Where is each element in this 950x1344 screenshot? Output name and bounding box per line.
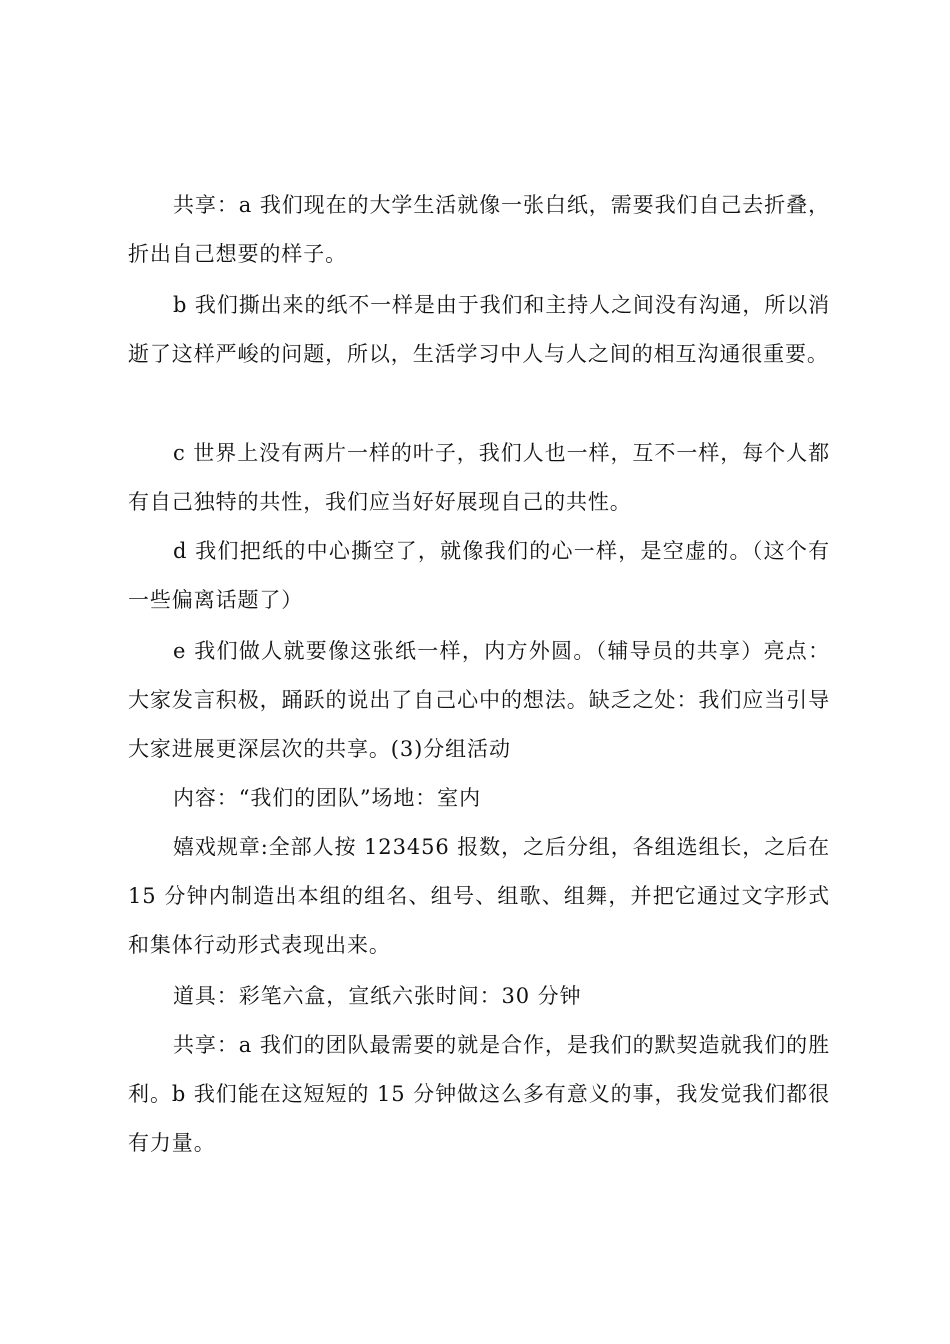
paragraph-sharing-c: c 世界上没有两片一样的叶子，我们人也一样，互不一样，每个人都有自己独特的共性，我们应当好好展现自己的共性。 <box>128 441 830 514</box>
paragraph-sharing-a: 共享：a 我们现在的大学生活就像一张白纸，需要我们自己去折叠，折出自己想要的样子。 <box>128 193 830 266</box>
paragraph-sharing-b: b 我们撕出来的纸不一样是由于我们和主持人之间没有沟通，所以消逝了这样严峻的问题，所以，生活学习中人与人之间的相互沟通很重要。 <box>128 293 831 366</box>
paragraph-sharing-d: d 我们把纸的中心撕空了，就像我们的心一样，是空虚的。（这个有一些偏离话题了） <box>128 539 830 612</box>
paragraph-sharing-e: e 我们做人就要像这张纸一样，内方外圆。（辅导员的共享）亮点：大家发言积极，踊跃的说出了自己心中的想法。缺乏之处：我们应当引导大家进展更深层次的共享。(3)分组活动 <box>128 639 830 761</box>
paragraph-props-time: 道具：彩笔六盒，宣纸六张时间：30 分钟 <box>173 984 582 1008</box>
paragraph-game-rules: 嬉戏规章:全部人按 123456 报数，之后分组，各组选组长，之后在 15 分钟内制造出本组的组名、组号、组歌、组舞，并把它通过文字形式和集体行动形式表现出来。 <box>128 835 830 957</box>
paragraph-team-sharing: 共享：a 我们的团队最需要的就是合作，是我们的默契造就我们的胜利。b 我们能在这短短的 15 分钟做这么多有意义的事，我发觉我们都很有力量。 <box>128 1033 830 1155</box>
paragraph-content: 内容：“我们的团队”场地：室内 <box>173 786 481 810</box>
